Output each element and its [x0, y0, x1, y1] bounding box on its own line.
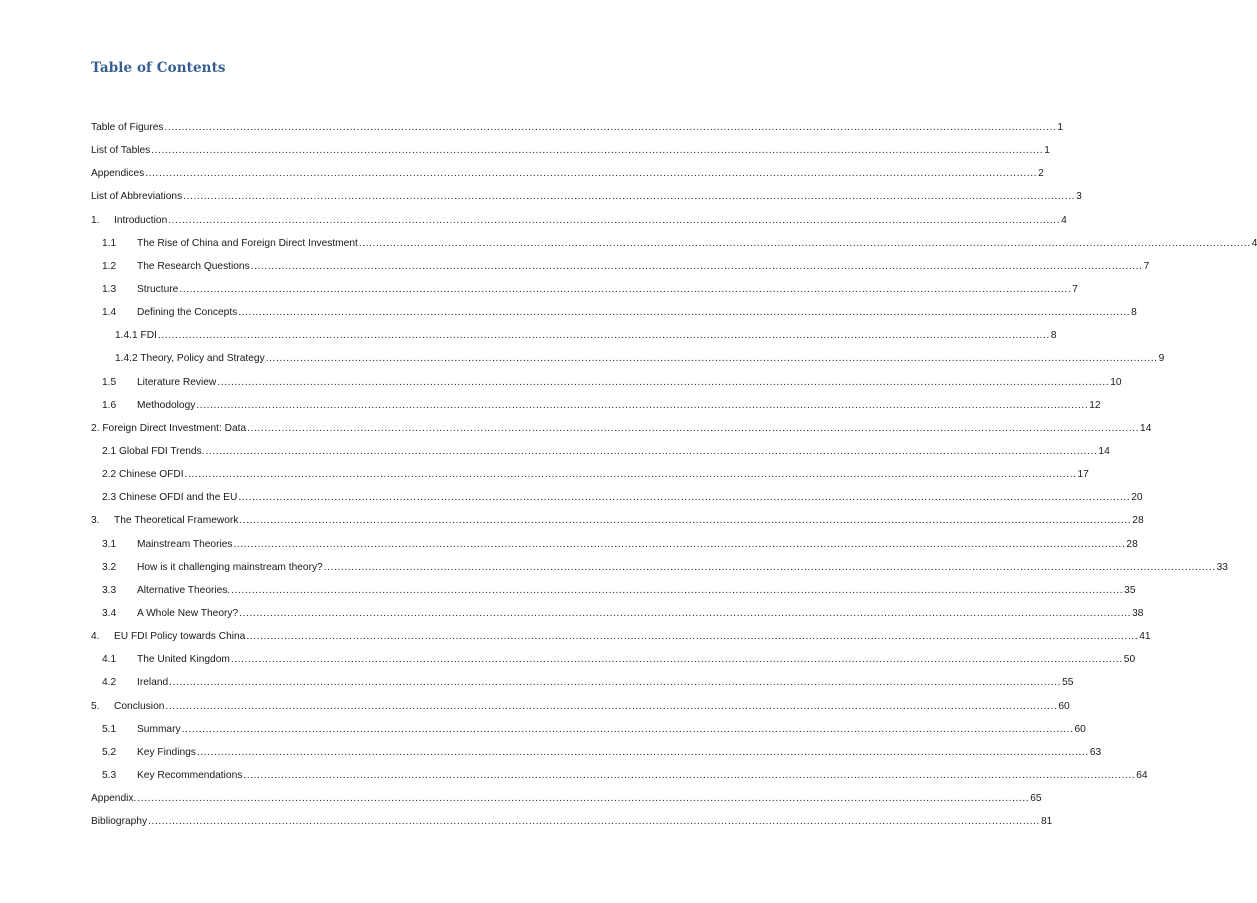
toc-entry[interactable]	[91, 514, 1144, 537]
toc-entry-number: 1.	[91, 214, 100, 226]
toc-entry-number: 1.4	[102, 307, 117, 319]
dot-leader: ....................................................................................................................................................................................................................................................................	[233, 538, 1126, 550]
toc-entry[interactable]	[102, 468, 1089, 491]
toc-entry[interactable]	[102, 306, 1137, 329]
toc-entry-title: Methodology	[137, 399, 196, 411]
dot-leader: ....................................................................................................................................................................................................................................................................	[250, 260, 1143, 272]
toc-entry-number: 5.2	[102, 746, 117, 758]
toc-entry-page-number: 28	[1126, 538, 1138, 550]
toc-entry-page-number: 7	[1072, 283, 1078, 295]
toc-entry[interactable]	[102, 746, 1102, 769]
dot-leader: ....................................................................................................................................................................................................................................................................	[151, 145, 1044, 157]
dot-leader: ....................................................................................................................................................................................................................................................................	[179, 283, 1072, 295]
dot-leader: ....................................................................................................................................................................................................................................................................	[265, 353, 1158, 365]
toc-entry-title: The Research Questions	[137, 260, 250, 272]
toc-entry-number: 1.6	[102, 399, 117, 411]
dot-leader: ....................................................................................................................................................................................................................................................................	[168, 214, 1061, 226]
toc-entry-page-number: 60	[1058, 700, 1070, 712]
toc-entry-page-number: 8	[1131, 307, 1137, 319]
dot-leader: ....................................................................................................................................................................................................................................................................	[239, 607, 1132, 619]
dot-leader: ....................................................................................................................................................................................................................................................................	[169, 677, 1062, 689]
toc-entry-number: 3.4	[102, 607, 117, 619]
toc-entry[interactable]	[102, 769, 1148, 792]
toc-entry-number: 4.1	[102, 654, 117, 666]
toc-entry-page-number: 2	[1038, 168, 1044, 180]
toc-entry-page-number: 50	[1123, 654, 1136, 666]
toc-entry-page-number: 4	[1061, 214, 1067, 226]
toc-entry-page-number: 12	[1089, 399, 1101, 411]
toc-entry-title: Conclusion	[114, 700, 165, 712]
toc-entry-title: Alternative Theories.	[137, 584, 231, 596]
toc-entry-number: 5.1	[102, 723, 117, 735]
dot-leader: ....................................................................................................................................................................................................................................................................	[238, 492, 1131, 504]
toc-entry-page-number: 14	[1140, 422, 1152, 434]
dot-leader: ....................................................................................................................................................................................................................................................................	[323, 561, 1216, 573]
toc-entry[interactable]	[102, 491, 1143, 514]
toc-entry-title: Defining the Concepts	[137, 307, 238, 319]
toc-entry-page-number: 65	[1030, 793, 1042, 805]
toc-entry[interactable]	[102, 399, 1101, 422]
toc-entry-page-number: 35	[1124, 584, 1136, 596]
toc-entry-page-number: 55	[1062, 677, 1074, 689]
toc-entry[interactable]	[102, 607, 1144, 630]
toc-entry[interactable]	[102, 260, 1150, 283]
toc-entry-title: Summary	[137, 723, 181, 735]
toc-entry-title: Appendices	[91, 168, 145, 180]
dot-leader: ....................................................................................................................................................................................................................................................................	[196, 746, 1089, 758]
dot-leader: ....................................................................................................................................................................................................................................................................	[183, 191, 1076, 203]
toc-entry[interactable]	[91, 700, 1070, 723]
toc-entry-title: Structure	[137, 283, 179, 295]
toc-entry-title: 2. Foreign Direct Investment: Data	[91, 422, 247, 434]
toc-entry[interactable]	[91, 144, 1050, 167]
toc-entry[interactable]	[91, 815, 1053, 838]
toc-entry-title: EU FDI Policy towards China	[114, 631, 246, 643]
toc-entry-title: The Theoretical Framework	[114, 515, 239, 527]
dot-leader: ....................................................................................................................................................................................................................................................................	[205, 445, 1098, 457]
dot-leader: ....................................................................................................................................................................................................................................................................	[157, 330, 1050, 342]
toc-entry-page-number: 1	[1044, 145, 1050, 157]
toc-entry-number: 1.5	[102, 376, 117, 388]
toc-list	[0, 121, 1257, 838]
toc-entry-title: Literature Review	[137, 376, 217, 388]
toc-entry-title: Mainstream Theories	[137, 538, 233, 550]
dot-leader: ....................................................................................................................................................................................................................................................................	[247, 422, 1140, 434]
toc-entry-page-number: 60	[1074, 723, 1086, 735]
toc-entry-title: 2.2 Chinese OFDI	[102, 469, 184, 481]
toc-entry-number: 1.3	[102, 283, 117, 295]
dot-leader: ....................................................................................................................................................................................................................................................................	[230, 654, 1123, 666]
toc-entry[interactable]	[102, 584, 1136, 607]
toc-entry-title: 2.1 Global FDI Trends.	[102, 445, 205, 457]
toc-entry[interactable]	[102, 237, 1257, 260]
toc-entry-number: 3.2	[102, 561, 117, 573]
toc-entry-title: The Rise of China and Foreign Direct Investment	[137, 237, 358, 249]
toc-entry-page-number: 4	[1251, 237, 1257, 249]
dot-leader: ....................................................................................................................................................................................................................................................................	[164, 122, 1057, 133]
toc-entry-title: Table of Figures	[91, 122, 164, 133]
dot-leader: ....................................................................................................................................................................................................................................................................	[217, 376, 1110, 388]
toc-entry-title: Bibliography	[91, 816, 148, 828]
toc-entry-page-number: 63	[1089, 746, 1102, 758]
toc-entry-title: Appendix.	[91, 793, 137, 805]
toc-entry[interactable]	[102, 445, 1110, 468]
toc-entry-title: A Whole New Theory?	[137, 607, 239, 619]
toc-entry[interactable]	[91, 190, 1082, 213]
toc-entry-page-number: 7	[1143, 260, 1150, 272]
toc-entry[interactable]	[115, 352, 1165, 375]
toc-entry-page-number: 20	[1131, 492, 1143, 504]
toc-entry[interactable]	[102, 653, 1136, 676]
toc-entry-title: How is it challenging mainstream theory?	[137, 561, 323, 573]
toc-entry-number: 4.2	[102, 677, 117, 689]
toc-entry-number: 5.3	[102, 769, 117, 781]
toc-entry-number: 3.	[91, 515, 100, 527]
toc-entry-title: List of Abbreviations	[91, 191, 183, 203]
toc-entry-page-number: 64	[1136, 769, 1148, 781]
dot-leader: ....................................................................................................................................................................................................................................................................	[181, 723, 1074, 735]
dot-leader: ....................................................................................................................................................................................................................................................................	[243, 769, 1136, 781]
toc-entry-number: 3.1	[102, 538, 117, 550]
toc-entry[interactable]	[91, 630, 1151, 653]
toc-entry-page-number: 17	[1077, 469, 1089, 481]
dot-leader: ....................................................................................................................................................................................................................................................................	[165, 700, 1058, 712]
toc-entry-page-number: 81	[1040, 816, 1053, 828]
toc-entry[interactable]	[91, 167, 1044, 190]
dot-leader: ....................................................................................................................................................................................................................................................................	[231, 584, 1124, 596]
toc-entry[interactable]	[102, 283, 1078, 306]
toc-entry-title: The United Kingdom	[137, 654, 230, 666]
toc-entry-title: Key Findings	[137, 746, 196, 758]
toc-entry-number: 3.3	[102, 584, 117, 596]
dot-leader: ....................................................................................................................................................................................................................................................................	[145, 168, 1038, 180]
toc-entry-number: 4.	[91, 631, 100, 643]
toc-entry-page-number: 33	[1216, 561, 1228, 573]
dot-leader: ....................................................................................................................................................................................................................................................................	[246, 631, 1139, 643]
dot-leader: ....................................................................................................................................................................................................................................................................	[148, 816, 1040, 828]
toc-entry[interactable]	[91, 214, 1067, 237]
toc-entry-title: Introduction	[114, 214, 168, 226]
toc-entry-title: 2.3 Chinese OFDI and the EU	[102, 492, 238, 504]
toc-entry[interactable]	[102, 376, 1122, 399]
toc-entry-title: 1.4.2 Theory, Policy and Strategy	[115, 353, 265, 365]
toc-entry-number: 1.1	[102, 237, 117, 249]
toc-entry[interactable]	[102, 723, 1086, 746]
toc-entry[interactable]	[102, 561, 1228, 584]
dot-leader: ....................................................................................................................................................................................................................................................................	[358, 237, 1251, 249]
toc-entry-number: 1.2	[102, 260, 117, 272]
dot-leader: ....................................................................................................................................................................................................................................................................	[239, 515, 1132, 527]
toc-entry-page-number: 1	[1057, 122, 1064, 133]
toc-entry-page-number: 41	[1139, 631, 1151, 643]
toc-entry-page-number: 14	[1098, 445, 1110, 457]
toc-entry[interactable]	[102, 538, 1138, 561]
toc-entry-page-number: 9	[1158, 353, 1165, 365]
toc-entry-page-number: 3	[1076, 191, 1082, 203]
toc-entry[interactable]	[102, 676, 1074, 699]
toc-entry-page-number: 8	[1050, 330, 1057, 342]
toc-entry[interactable]	[91, 792, 1042, 815]
toc-entry-title: Ireland	[137, 677, 169, 689]
toc-entry-page-number: 10	[1110, 376, 1122, 388]
toc-title: Table of Contents	[91, 60, 226, 76]
toc-entry[interactable]	[91, 422, 1152, 445]
dot-leader: ....................................................................................................................................................................................................................................................................	[238, 307, 1131, 319]
dot-leader: ....................................................................................................................................................................................................................................................................	[196, 399, 1089, 411]
toc-entry-page-number: 38	[1132, 607, 1144, 619]
toc-entry-page-number: 28	[1132, 515, 1144, 527]
toc-entry[interactable]	[115, 329, 1057, 352]
toc-entry-title: List of Tables	[91, 145, 151, 157]
toc-entry-title: Key Recommendations	[137, 769, 243, 781]
toc-entry[interactable]	[91, 121, 1064, 144]
dot-leader: ....................................................................................................................................................................................................................................................................	[184, 469, 1077, 481]
dot-leader: ....................................................................................................................................................................................................................................................................	[137, 793, 1030, 805]
toc-entry-title: 1.4.1 FDI	[115, 330, 157, 342]
toc-entry-number: 5.	[91, 700, 100, 712]
